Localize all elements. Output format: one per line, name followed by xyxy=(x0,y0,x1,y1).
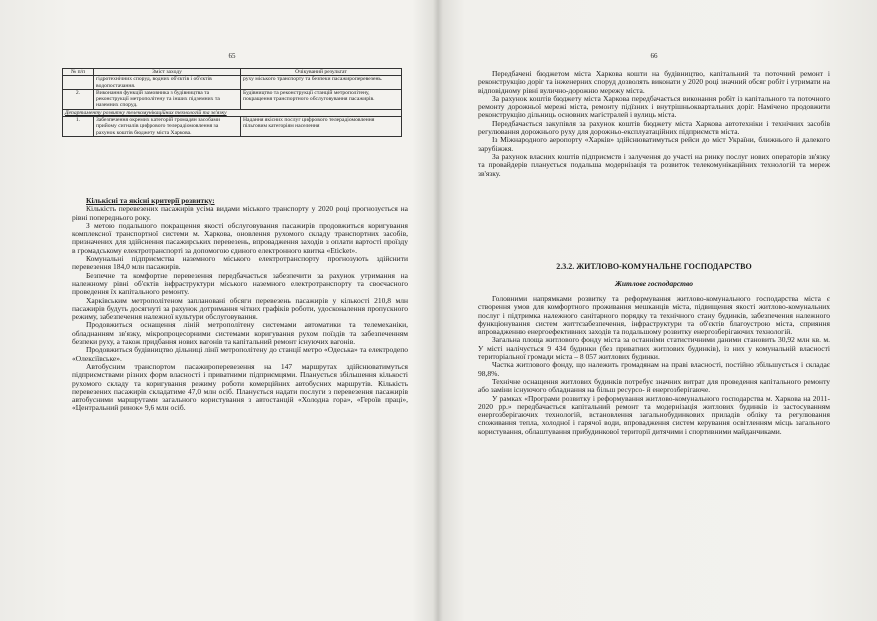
page-number: 66 xyxy=(650,52,658,60)
page-number: 65 xyxy=(228,52,236,60)
paragraph: За рахунок коштів бюджету міста Харкова передбачається виконання робіт із капітального та поточного ремонту дорожньої мережі міста, ремонту підїзних і внутрішньоквартальних доріг. Намічено продовжити реконструкцію дільниць основних магістралей і вулиць міста. xyxy=(478,93,830,120)
table-row xyxy=(63,89,402,109)
paragraph: З метою подальшого покращення якості обслуговування пасажирів продовжиться коригування комплексної транспортної системи м. Харкова, оновлення рухомого складу транспортних засобів, призначених для здійснення пасажирських перевезень, впровадження заходів з оплати вартості проїзду в громадському електротранспорті за допомогою єдиного електронного квитка «Eticket». xyxy=(72,220,408,255)
paragraph: Загальна площа житлового фонду міста за останніми статистичними даними становить 30,92 млн кв. м. У місті налічується 9 434 будинки (без приватних житлових будинків), із них у комунальній власності територіальної громади міста – 8 057 житлових будинки. xyxy=(478,335,830,362)
table-cell: 2. xyxy=(63,89,94,109)
table-header: Зміст заходу xyxy=(94,69,241,76)
paragraph: У рамках «Програми розвитку і реформування житлово-комунального господарства м. Харкова на 2011-2020 рр.» передбачається капітальний ремонт та модернізація житлових будинків із застосуванням енергозберігаючих технологій, встановлення загальнобудинкових приладів обліку та регулювання споживання тепла, холодної і гарячої води, впровадження систем керування освітленням місць загального користування, облаштування прибудинкової території дитячими і спортивними майданчиками. xyxy=(478,393,830,436)
criteria-subheading: Кількісні та якісні критерії розвитку: xyxy=(86,196,215,205)
table-row xyxy=(63,109,402,116)
table-header: Очікуваний результат xyxy=(241,69,402,76)
subsection-title: Житлове господарство xyxy=(614,279,693,288)
table-cell: Виконання функцій замовника з будівництва та реконструкції метрополітену та інших підземних та наземних споруд. xyxy=(94,89,241,109)
paragraph: Харківським метрополітеном заплановані обсяги перевезень пасажирів у кількості 210,8 млн пасажирів будуть досягнуті за рахунок дотримання чітких графіків роботи, удосконалення пропускного режиму, забезпечення належної культури обслуговування. xyxy=(72,295,408,322)
table-header-row xyxy=(63,69,402,76)
table-section-row: Департаменту розвитку телекомунікаційних технологій та зв'язку xyxy=(63,109,402,116)
paragraph: За рахунок власних коштів підприємств і залучення до участі на ринку послуг нових операторів зв'язку та провайдерів планується подальша модернізація та розвиток телекомунікаційних технологій та мереж зв'язку. xyxy=(478,151,830,178)
left-page xyxy=(56,0,408,621)
table-cell: гідротехнічних споруд, водних об'єктів і об'єктів водопостачання. xyxy=(94,76,241,90)
table-cell: руху міського транспорту та безпеки пасажироперевезень. xyxy=(241,76,402,90)
table-cell: Забезпечення окремих категорій громадян засобами прийому сигналів цифрового телерадіомовлення за рахунок коштів бюджету міста Харкова. xyxy=(94,117,241,137)
left-page-body xyxy=(72,197,408,413)
table-cell xyxy=(63,76,94,90)
table-row xyxy=(63,76,402,90)
right-page-body-bottom xyxy=(478,295,830,436)
paragraph: Головними напрямками розвитку та реформування житлово-комунального господарства міста є створення умов для комфортного проживання мешканців міста, підвищення якості житлово-комунальних послуг і підтримка належного санітарного порядку та технічного стану будинків, забезпечення належного функціонування систем життєзабезпечення, інфраструктури та об'єктів благоустрою міста, сприяння впровадженню енергоефективних заходів та подальшому розвитку енергозберігаючих технологій. xyxy=(478,294,830,337)
paragraph: Частка житлового фонду, що належить громадянам на праві власності, постійно збільшується і складає 98,8%. xyxy=(478,360,830,378)
paragraph: Автобусним транспортом пасажироперевезення на 147 маршрутах здійснюватимуться підприємствами різних форм власності і приватними підприємцями. Планується збільшення кількості рухомого складу та коригування режиму роботи комерційних автобусних маршрутів. Кількість перевезених пасажирів складатиме 47,0 млн осіб. Планується надати послуги з перевезення пасажирів автобусними маршрутами загального користування з автостанцій «Холодна гора», «Героїв праці», «Центральний ринок» 9,6 млн осіб. xyxy=(72,361,408,413)
paragraph: Комунальні підприємства наземного міського електротранспорту прогнозують здійснити перевезення 184,0 млн пасажирів. xyxy=(72,254,408,272)
paragraph: Безпечне та комфортне перевезення передбачається забезпечити за рахунок утримання на належному рівні об'єктів інфраструктури міського наземного електротранспорту та своєчасного проведення їх капітального ремонту. xyxy=(72,270,408,297)
paragraph: Передбачені бюджетом міста Харкова кошти на будівництво, капітальний та поточний ремонт і реконструкцію доріг та інженерних споруд дозволять виконати у 2020 році значний обсяг робіт і утримати на відповідному рівні вулично-дорожню мережу міста. xyxy=(478,69,830,95)
paragraph: Технічне оснащення житлових будинків потребує значних витрат для проведення капітального ремонту або заміни існуючого обладнання на більш ресурсо- й енергозберігаюче. xyxy=(478,376,830,395)
right-page-body-top xyxy=(478,70,830,178)
paragraph: Кількість перевезених пасажирів усіма видами міського транспорту у 2020 році прогнозується на рівні попереднього року. xyxy=(72,204,408,222)
book-gutter xyxy=(433,0,443,621)
paragraph: Продовжиться оснащення ліній метрополітену системами автоматики та телемеханіки, обладнанням зв'язку, мікропроцесорними системами коригування рухом поїздів та забезпеченням безпеки руху, а також придбання нових вагонів та капітальний ремонт існуючих вагонів. xyxy=(72,320,408,347)
table-cell: 1. xyxy=(63,117,94,137)
table-row xyxy=(63,117,402,137)
right-page xyxy=(478,0,830,621)
table-cell: Надання якісних послуг цифрового телерадіомовлення пільговим категоріям населення xyxy=(241,117,402,137)
paragraph: Продовжиться будівництво дільниці лінії метрополітену до станції метро «Одеська» та електродепо «Олексіївське». xyxy=(72,345,408,363)
measures-table xyxy=(62,68,402,137)
table-cell: Будівництво та реконструкції станцій метрополітену, покращення транспортного обслуговування пасажирів. xyxy=(241,89,402,109)
table-header: № п/п xyxy=(63,69,94,76)
section-title: 2.3.2. ЖИТЛОВО-КОМУНАЛЬНЕ ГОСПОДАРСТВО xyxy=(556,262,752,271)
paragraph: Із Міжнародного аеропорту «Харків» здійснюватимуться рейси до міст України, ближнього й далекого зарубіжжя. xyxy=(478,135,830,153)
paragraph: Передбачається закупівля за рахунок коштів бюджету міста Харкова автотехніки і технічних засобів регулювання дорожнього руху для дорожньо-експлуатаційних підприємств міста. xyxy=(478,118,830,137)
